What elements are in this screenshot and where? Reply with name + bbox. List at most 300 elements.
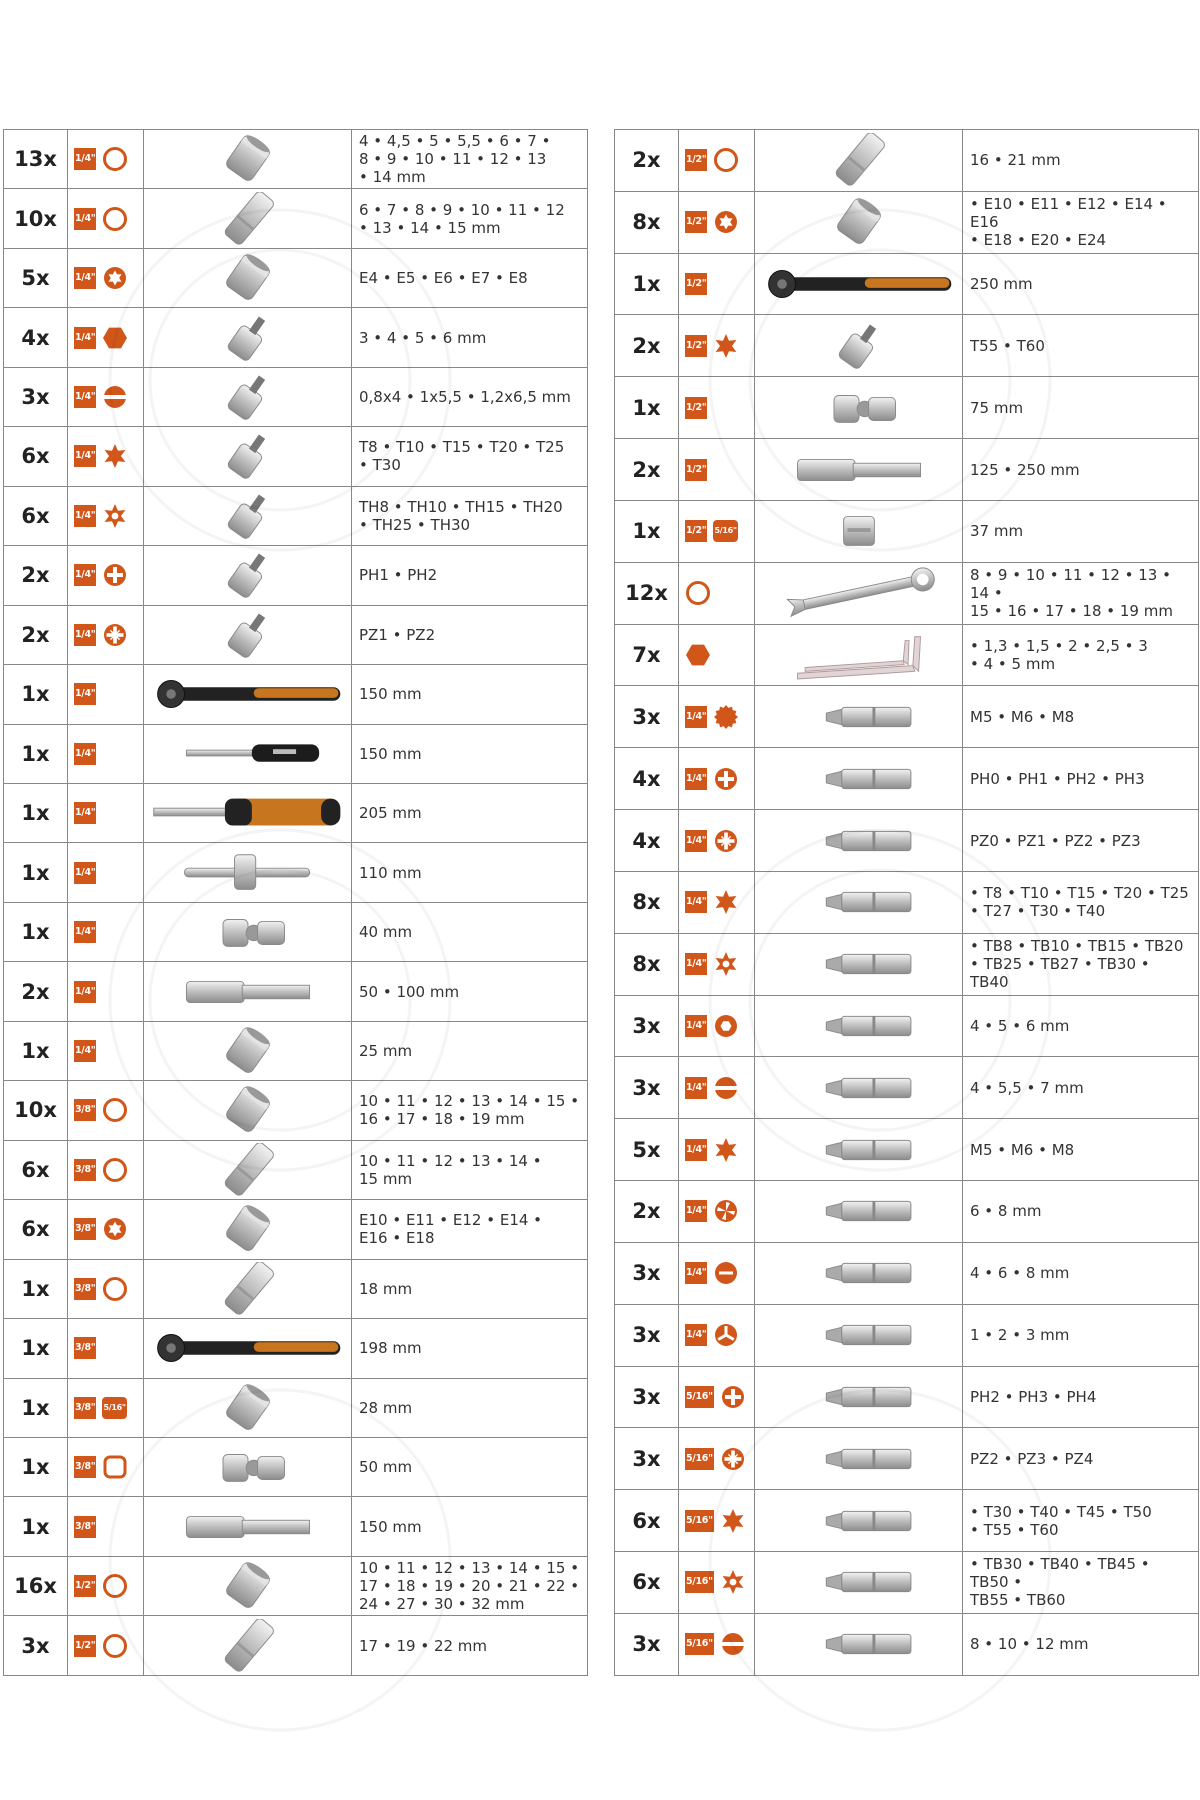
quantity: 6x xyxy=(4,1141,68,1199)
tool-image xyxy=(755,1119,963,1180)
drive-size-badge: 1/4" xyxy=(685,1200,707,1222)
drive-size-badge: 1/2" xyxy=(74,1575,96,1597)
phillips-icon xyxy=(713,766,739,792)
tool-image xyxy=(144,1497,352,1555)
drive-spec xyxy=(68,368,144,426)
drive-spec xyxy=(679,1614,755,1675)
size-list: 50 • 100 mm xyxy=(352,962,588,1020)
size-list: • T8 • T10 • T15 • T20 • T25 • T27 • T30 • T40 xyxy=(963,872,1199,933)
size-list: E10 • E11 • E12 • E14 • E16 • E18 xyxy=(352,1200,588,1258)
table-row xyxy=(4,1557,588,1616)
drive-size-badge: 1/4" xyxy=(74,208,96,230)
quantity: 1x xyxy=(4,725,68,783)
drive-size-badge: 1/4" xyxy=(74,981,96,1003)
quantity: 1x xyxy=(4,843,68,901)
bit-icon xyxy=(759,752,959,806)
torx-tamper-icon xyxy=(720,1569,746,1595)
size-list: 37 mm xyxy=(963,501,1199,562)
tool-image xyxy=(755,1428,963,1489)
size-list: 125 • 250 mm xyxy=(963,439,1199,500)
table-row xyxy=(615,1181,1199,1243)
left-table xyxy=(3,129,588,1676)
bit-icon xyxy=(759,1555,959,1609)
adapter-icon xyxy=(759,504,959,558)
size-list: 150 mm xyxy=(352,725,588,783)
bit-icon xyxy=(759,1184,959,1238)
size-list: 10 • 11 • 12 • 13 • 14 • 15 • 17 • 18 • 19 • 20 • 21 • 22 • 24 • 27 • 30 • 32 mm xyxy=(352,1557,588,1615)
bit-icon xyxy=(759,1123,959,1177)
quantity: 1x xyxy=(4,1022,68,1080)
tool-image xyxy=(144,1200,352,1258)
tool-image xyxy=(144,784,352,842)
bit-icon xyxy=(759,999,959,1053)
table-row xyxy=(615,563,1199,625)
drive-size-badge: 1/2" xyxy=(685,335,707,357)
drive-spec xyxy=(679,1305,755,1366)
quantity: 2x xyxy=(4,546,68,604)
size-list: 3 • 4 • 5 • 6 mm xyxy=(352,308,588,366)
quantity: 3x xyxy=(615,1305,679,1366)
table-row xyxy=(615,872,1199,934)
size-list: 8 • 9 • 10 • 11 • 12 • 13 • 14 • 15 • 16 • 17 • 18 • 19 mm xyxy=(963,563,1199,624)
tool-image xyxy=(755,1305,963,1366)
drive-size-badge: 3/8" xyxy=(74,1337,96,1359)
drive-spec xyxy=(68,427,144,485)
table-row xyxy=(4,1438,588,1497)
bit-socket-icon xyxy=(148,489,348,543)
drive-size-badge: 1/4" xyxy=(74,862,96,884)
quantity: 12x xyxy=(615,563,679,624)
hex-ring-icon xyxy=(102,146,128,172)
quantity: 3x xyxy=(615,1243,679,1304)
drive-size-badge: 1/4" xyxy=(74,505,96,527)
quantity: 5x xyxy=(4,249,68,307)
drive-spec xyxy=(679,315,755,376)
socket-icon xyxy=(148,132,348,186)
torx-star-icon xyxy=(720,1508,746,1534)
torx-star-icon xyxy=(713,333,739,359)
table-row xyxy=(4,606,588,665)
drive-size-badge: 1/4" xyxy=(685,768,707,790)
tool-image xyxy=(755,1490,963,1551)
tool-image xyxy=(144,487,352,545)
size-list: 6 • 7 • 8 • 9 • 10 • 11 • 12 • 13 • 14 • 15 mm xyxy=(352,189,588,247)
size-list: T55 • T60 xyxy=(963,315,1199,376)
size-list: 50 mm xyxy=(352,1438,588,1496)
drive-spec xyxy=(68,1379,144,1437)
quantity: 2x xyxy=(4,606,68,664)
torx-external-icon xyxy=(102,265,128,291)
tool-image xyxy=(755,934,963,995)
tool-image xyxy=(755,563,963,624)
drive-spec xyxy=(68,903,144,961)
quantity: 6x xyxy=(4,427,68,485)
drive-spec xyxy=(679,501,755,562)
drive-spec xyxy=(68,1557,144,1615)
drive-spec xyxy=(68,784,144,842)
table-row xyxy=(4,962,588,1021)
size-list: 4 • 5,5 • 7 mm xyxy=(963,1057,1199,1118)
table-row xyxy=(4,308,588,367)
table-row xyxy=(615,1552,1199,1614)
size-list: 150 mm xyxy=(352,1497,588,1555)
drive-size-badge: 1/4" xyxy=(685,1324,707,1346)
quantity: 3x xyxy=(615,686,679,747)
deep-socket-icon xyxy=(148,1143,348,1197)
drive-spec xyxy=(679,1057,755,1118)
drive-spec xyxy=(68,1438,144,1496)
spinner-icon xyxy=(148,727,348,781)
quantity: 13x xyxy=(4,130,68,188)
tool-image xyxy=(144,308,352,366)
drive-spec xyxy=(68,843,144,901)
table-row xyxy=(615,1057,1199,1119)
drive-size-badge: 1/2" xyxy=(74,1635,96,1657)
table-row xyxy=(615,315,1199,377)
drive-spec xyxy=(68,189,144,247)
drive-size-badge: 3/8" xyxy=(74,1456,96,1478)
deep-socket-icon xyxy=(148,1619,348,1673)
hex-solid-icon xyxy=(102,325,128,351)
hex-ring-icon xyxy=(102,1633,128,1659)
quantity: 6x xyxy=(4,487,68,545)
quantity: 2x xyxy=(615,1181,679,1242)
drive-spec xyxy=(679,1119,755,1180)
drive-spec xyxy=(679,130,755,191)
quantity: 6x xyxy=(615,1490,679,1551)
table-row xyxy=(615,377,1199,439)
drive-spec xyxy=(679,872,755,933)
drive-size-badge: 1/4" xyxy=(685,1015,707,1037)
quantity: 3x xyxy=(615,1057,679,1118)
extension-icon xyxy=(759,443,959,497)
pozidriv-icon xyxy=(720,1446,746,1472)
table-row xyxy=(615,996,1199,1058)
drive-spec xyxy=(679,1552,755,1613)
drive-size-badge: 3/8" xyxy=(74,1278,96,1300)
drive-size-badge: 5/16" xyxy=(685,1571,714,1593)
table-row xyxy=(4,784,588,843)
size-list: PZ0 • PZ1 • PZ2 • PZ3 xyxy=(963,810,1199,871)
quantity: 3x xyxy=(4,1616,68,1674)
drive-spec xyxy=(68,487,144,545)
size-list: 25 mm xyxy=(352,1022,588,1080)
socket-icon xyxy=(148,1202,348,1256)
drive-spec xyxy=(68,308,144,366)
drive-spec xyxy=(68,1616,144,1674)
tool-image xyxy=(755,996,963,1057)
size-list: E4 • E5 • E6 • E7 • E8 xyxy=(352,249,588,307)
quantity: 3x xyxy=(615,996,679,1057)
u-joint-icon xyxy=(148,905,348,959)
tool-image xyxy=(755,810,963,871)
size-list: 40 mm xyxy=(352,903,588,961)
size-list: 250 mm xyxy=(963,254,1199,315)
table-row xyxy=(615,192,1199,254)
size-list: 16 • 21 mm xyxy=(963,130,1199,191)
drive-size-badge: 3/8" xyxy=(74,1159,96,1181)
drive-size-badge: 1/4" xyxy=(685,953,707,975)
quantity: 5x xyxy=(615,1119,679,1180)
table-row xyxy=(4,487,588,546)
size-list: • TB30 • TB40 • TB45 • TB50 • TB55 • TB60 xyxy=(963,1552,1199,1613)
drive-spec xyxy=(679,254,755,315)
tool-image xyxy=(755,748,963,809)
bit-icon xyxy=(759,814,959,868)
quantity: 1x xyxy=(4,1438,68,1496)
table-row xyxy=(615,810,1199,872)
drive-size-badge: 5/16" xyxy=(685,1448,714,1470)
quantity: 2x xyxy=(4,962,68,1020)
drive-size-badge: 1/4" xyxy=(74,1040,96,1062)
tool-image xyxy=(755,315,963,376)
hex-hole-icon xyxy=(713,1013,739,1039)
quantity: 1x xyxy=(615,377,679,438)
size-list: PZ1 • PZ2 xyxy=(352,606,588,664)
tool-image xyxy=(144,1141,352,1199)
table-row xyxy=(4,1497,588,1556)
size-list: • T30 • T40 • T45 • T50 • T55 • T60 xyxy=(963,1490,1199,1551)
drive-size-badge: 5/16" xyxy=(685,1633,714,1655)
table-row xyxy=(615,1243,1199,1305)
drive-size-badge: 1/4" xyxy=(74,267,96,289)
tool-image xyxy=(755,1552,963,1613)
table-row xyxy=(4,130,588,189)
drive-spec xyxy=(679,686,755,747)
tool-image xyxy=(755,686,963,747)
drive-spec xyxy=(68,1200,144,1258)
hex-keys-icon xyxy=(759,628,959,682)
pozidriv-icon xyxy=(713,828,739,854)
size-list: 6 • 8 mm xyxy=(963,1181,1199,1242)
table-row xyxy=(4,368,588,427)
drive-size-badge: 1/2" xyxy=(685,211,707,233)
bit-icon xyxy=(759,1494,959,1548)
drive-spec xyxy=(679,996,755,1057)
table-row xyxy=(4,903,588,962)
size-list: 10 • 11 • 12 • 13 • 14 • 15 • 16 • 17 • 18 • 19 mm xyxy=(352,1081,588,1139)
quantity: 1x xyxy=(4,1260,68,1318)
size-list: 75 mm xyxy=(963,377,1199,438)
tool-image xyxy=(144,1438,352,1496)
tool-image xyxy=(144,1557,352,1615)
u-joint-icon xyxy=(148,1440,348,1494)
table-row xyxy=(4,665,588,724)
quantity: 3x xyxy=(615,1428,679,1489)
drive-size-badge: 3/8" xyxy=(74,1218,96,1240)
drive-size-badge: 5/16" xyxy=(685,1386,714,1408)
socket-icon xyxy=(148,251,348,305)
drive-spec xyxy=(679,1181,755,1242)
table-row xyxy=(615,1490,1199,1552)
size-list: 150 mm xyxy=(352,665,588,723)
drive-spec xyxy=(68,1081,144,1139)
table-row xyxy=(615,501,1199,563)
quantity: 8x xyxy=(615,872,679,933)
hex-solid-icon xyxy=(685,642,711,668)
size-list: • E10 • E11 • E12 • E14 • E16 • E18 • E20 • E24 xyxy=(963,192,1199,253)
size-list: 4 • 6 • 8 mm xyxy=(963,1243,1199,1304)
table-row xyxy=(615,934,1199,996)
torx-external-icon xyxy=(713,209,739,235)
torx-external-icon xyxy=(102,1216,128,1242)
size-list: T8 • T10 • T15 • T20 • T25 • T30 xyxy=(352,427,588,485)
table-row xyxy=(615,1305,1199,1367)
table-row xyxy=(615,748,1199,810)
slotted-icon xyxy=(713,1075,739,1101)
table-row xyxy=(615,254,1199,316)
drive-size-badge: 1/2" xyxy=(685,520,707,542)
size-list: 198 mm xyxy=(352,1319,588,1377)
torx-tamper-icon xyxy=(713,951,739,977)
tool-image xyxy=(144,1022,352,1080)
quantity: 16x xyxy=(4,1557,68,1615)
quantity: 6x xyxy=(4,1200,68,1258)
socket-icon xyxy=(148,1559,348,1613)
drive-size-badge: 1/2" xyxy=(685,459,707,481)
bit-icon xyxy=(759,937,959,991)
quantity: 3x xyxy=(615,1367,679,1428)
socket-icon xyxy=(759,195,959,249)
drive-size-badge: 1/4" xyxy=(685,706,707,728)
drive-size-badge: 1/4" xyxy=(74,148,96,170)
socket-icon xyxy=(148,1024,348,1078)
quantity: 6x xyxy=(615,1552,679,1613)
drive-spec xyxy=(679,439,755,500)
size-list: PZ2 • PZ3 • PZ4 xyxy=(963,1428,1199,1489)
quantity: 3x xyxy=(615,1614,679,1675)
bit-socket-icon xyxy=(148,429,348,483)
drive-spec xyxy=(679,563,755,624)
u-joint-icon xyxy=(759,381,959,435)
drive-spec xyxy=(68,725,144,783)
drive-size-badge: 3/8" xyxy=(74,1397,96,1419)
tool-image xyxy=(755,1614,963,1675)
table-row xyxy=(4,1200,588,1259)
drive-size-badge: 1/4" xyxy=(685,1139,707,1161)
bit-icon xyxy=(759,1308,959,1362)
size-list: M5 • M6 • M8 xyxy=(963,686,1199,747)
size-list: TH8 • TH10 • TH15 • TH20 • TH25 • TH30 xyxy=(352,487,588,545)
hex-ring-icon xyxy=(102,1097,128,1123)
tool-image xyxy=(144,725,352,783)
deep-socket-icon xyxy=(148,192,348,246)
table-row xyxy=(4,1022,588,1081)
size-list: PH1 • PH2 xyxy=(352,546,588,604)
size-list: 17 • 19 • 22 mm xyxy=(352,1616,588,1674)
size-list: 0,8x4 • 1x5,5 • 1,2x6,5 mm xyxy=(352,368,588,426)
deep-socket-icon xyxy=(759,133,959,187)
bit-icon xyxy=(759,1061,959,1115)
drive-size-badge: 1/4" xyxy=(685,830,707,852)
table-row xyxy=(615,439,1199,501)
size-list: PH0 • PH1 • PH2 • PH3 xyxy=(963,748,1199,809)
table-row xyxy=(615,1119,1199,1181)
tool-image xyxy=(755,254,963,315)
size-list: • TB8 • TB10 • TB15 • TB20 • TB25 • TB27 • TB30 • TB40 xyxy=(963,934,1199,995)
drive-spec xyxy=(679,1490,755,1551)
drive-size-badge: 1/4" xyxy=(74,327,96,349)
torx-star-icon xyxy=(713,1137,739,1163)
tool-image xyxy=(144,1260,352,1318)
drive-size-badge: 1/4" xyxy=(74,445,96,467)
square-ring-icon xyxy=(102,1454,128,1480)
size-list: 8 • 10 • 12 mm xyxy=(963,1614,1199,1675)
drive-spec xyxy=(68,249,144,307)
hex-ring-icon xyxy=(102,1276,128,1302)
table-row xyxy=(4,1260,588,1319)
table-row xyxy=(4,1141,588,1200)
drive-size-badge: 3/8" xyxy=(74,1516,96,1538)
tool-image xyxy=(144,130,352,188)
table-row xyxy=(4,1081,588,1140)
table-row xyxy=(4,1379,588,1438)
drive-size-badge: 1/2" xyxy=(685,149,707,171)
socket-icon xyxy=(148,1381,348,1435)
deep-socket-icon xyxy=(148,1262,348,1316)
tri-wing-icon xyxy=(713,1322,739,1348)
bit-icon xyxy=(759,1246,959,1300)
quantity: 1x xyxy=(4,1379,68,1437)
hex-ring-icon xyxy=(685,580,711,606)
drive-spec xyxy=(679,377,755,438)
tool-image xyxy=(755,1367,963,1428)
ratchet-icon xyxy=(148,1321,348,1375)
table-row xyxy=(615,130,1199,192)
torx-star-icon xyxy=(713,889,739,915)
drive-size-badge: 1/4" xyxy=(74,624,96,646)
tool-image xyxy=(755,377,963,438)
tool-image xyxy=(755,625,963,686)
bit-icon xyxy=(759,1370,959,1424)
torx-tamper-icon xyxy=(102,503,128,529)
secondary-size-badge: 5/16" xyxy=(102,1397,126,1419)
size-list: 4 • 4,5 • 5 • 5,5 • 6 • 7 • 8 • 9 • 10 • 11 • 12 • 13 • 14 mm xyxy=(352,130,588,188)
tool-image xyxy=(144,189,352,247)
torq-set-icon xyxy=(713,1198,739,1224)
torx-star-icon xyxy=(102,443,128,469)
quantity: 1x xyxy=(4,665,68,723)
quantity: 10x xyxy=(4,1081,68,1139)
drive-size-badge: 1/4" xyxy=(685,891,707,913)
right-table xyxy=(614,129,1199,1676)
quantity: 8x xyxy=(615,934,679,995)
drive-spec xyxy=(679,625,755,686)
bit-icon xyxy=(759,690,959,744)
drive-spec xyxy=(68,1260,144,1318)
bit-icon xyxy=(759,1617,959,1671)
drive-spec xyxy=(679,810,755,871)
drive-spec xyxy=(68,546,144,604)
table-row xyxy=(4,427,588,486)
bit-socket-icon xyxy=(148,548,348,602)
drive-size-badge: 1/4" xyxy=(74,802,96,824)
wrench-icon xyxy=(759,566,959,620)
table-row xyxy=(4,546,588,605)
tool-image xyxy=(755,501,963,562)
drive-size-badge: 5/16" xyxy=(685,1510,714,1532)
drive-spec xyxy=(68,1319,144,1377)
bit-socket-icon xyxy=(148,370,348,424)
drive-spec xyxy=(68,1497,144,1555)
size-list: 205 mm xyxy=(352,784,588,842)
extension-icon xyxy=(148,1500,348,1554)
socket-icon xyxy=(148,1083,348,1137)
hex-ring-icon xyxy=(102,1573,128,1599)
drive-size-badge: 1/4" xyxy=(74,921,96,943)
tool-image xyxy=(144,962,352,1020)
quantity: 2x xyxy=(615,439,679,500)
